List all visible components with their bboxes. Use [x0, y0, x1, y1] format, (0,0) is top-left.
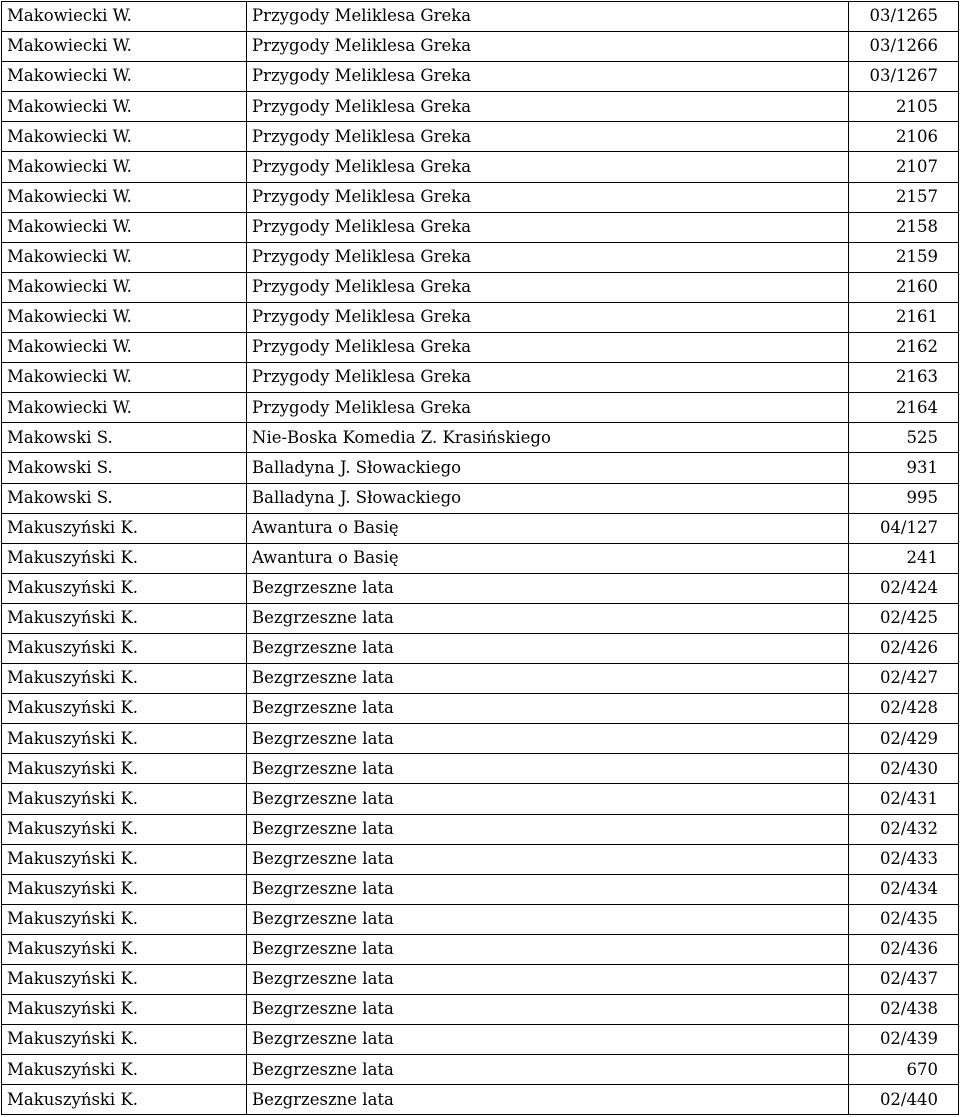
- table-row: [2, 62, 959, 92]
- title-cell: Bezgrzeszne lata: [247, 603, 849, 633]
- title-cell: Przygody Meliklesa Greka: [247, 152, 849, 182]
- title-cell: Bezgrzeszne lata: [247, 965, 849, 995]
- title-cell: Bezgrzeszne lata: [247, 633, 849, 663]
- title-cell: Przygody Meliklesa Greka: [247, 333, 849, 363]
- author-cell: Makowiecki W.: [2, 363, 247, 393]
- author-cell: Makuszyński K.: [2, 513, 247, 543]
- author-cell: Makuszyński K.: [2, 995, 247, 1025]
- table-row: [2, 1055, 959, 1085]
- signature-cell: 2159: [849, 242, 959, 272]
- table-row: [2, 573, 959, 603]
- table-row: [2, 965, 959, 995]
- table-row: [2, 934, 959, 964]
- author-cell: Makowiecki W.: [2, 92, 247, 122]
- author-cell: Makuszyński K.: [2, 1025, 247, 1055]
- table-row: [2, 2, 959, 32]
- table-row: [2, 874, 959, 904]
- signature-cell: 02/424: [849, 573, 959, 603]
- signature-cell: 2107: [849, 152, 959, 182]
- author-cell: Makowiecki W.: [2, 32, 247, 62]
- table-row: [2, 32, 959, 62]
- author-cell: Makuszyński K.: [2, 1055, 247, 1085]
- catalog-body: [2, 2, 959, 1115]
- signature-cell: 02/425: [849, 603, 959, 633]
- table-row: [2, 182, 959, 212]
- table-row: [2, 754, 959, 784]
- author-cell: Makuszyński K.: [2, 904, 247, 934]
- signature-cell: 02/433: [849, 844, 959, 874]
- title-cell: Przygody Meliklesa Greka: [247, 272, 849, 302]
- table-row: [2, 784, 959, 814]
- table-row: [2, 423, 959, 453]
- table-row: [2, 152, 959, 182]
- title-cell: Awantura o Basię: [247, 543, 849, 573]
- signature-cell: 2105: [849, 92, 959, 122]
- signature-cell: 02/428: [849, 694, 959, 724]
- title-cell: Przygody Meliklesa Greka: [247, 2, 849, 32]
- table-row: [2, 92, 959, 122]
- signature-cell: 04/127: [849, 513, 959, 543]
- signature-cell: 02/436: [849, 934, 959, 964]
- author-cell: Makowiecki W.: [2, 2, 247, 32]
- title-cell: Bezgrzeszne lata: [247, 754, 849, 784]
- signature-cell: 02/439: [849, 1025, 959, 1055]
- signature-cell: 241: [849, 543, 959, 573]
- table-row: [2, 363, 959, 393]
- title-cell: Bezgrzeszne lata: [247, 1055, 849, 1085]
- signature-cell: 02/426: [849, 633, 959, 663]
- table-row: [2, 242, 959, 272]
- table-row: [2, 453, 959, 483]
- table-row: [2, 302, 959, 332]
- title-cell: Bezgrzeszne lata: [247, 694, 849, 724]
- author-cell: Makuszyński K.: [2, 724, 247, 754]
- table-row: [2, 333, 959, 363]
- author-cell: Makuszyński K.: [2, 603, 247, 633]
- author-cell: Makuszyński K.: [2, 934, 247, 964]
- title-cell: Bezgrzeszne lata: [247, 874, 849, 904]
- table-row: [2, 633, 959, 663]
- author-cell: Makowiecki W.: [2, 212, 247, 242]
- author-cell: Makuszyński K.: [2, 965, 247, 995]
- table-row: [2, 272, 959, 302]
- title-cell: Balladyna J. Słowackiego: [247, 483, 849, 513]
- signature-cell: 02/429: [849, 724, 959, 754]
- title-cell: Bezgrzeszne lata: [247, 934, 849, 964]
- signature-cell: 2163: [849, 363, 959, 393]
- title-cell: Przygody Meliklesa Greka: [247, 212, 849, 242]
- table-row: [2, 664, 959, 694]
- signature-cell: 03/1266: [849, 32, 959, 62]
- title-cell: Nie-Boska Komedia Z. Krasińskiego: [247, 423, 849, 453]
- signature-cell: 02/430: [849, 754, 959, 784]
- signature-cell: 02/438: [849, 995, 959, 1025]
- author-cell: Makuszyński K.: [2, 784, 247, 814]
- author-cell: Makowiecki W.: [2, 122, 247, 152]
- table-row: [2, 212, 959, 242]
- title-cell: Przygody Meliklesa Greka: [247, 242, 849, 272]
- title-cell: Bezgrzeszne lata: [247, 664, 849, 694]
- author-cell: Makowski S.: [2, 483, 247, 513]
- table-row: [2, 904, 959, 934]
- table-row: [2, 724, 959, 754]
- author-cell: Makowski S.: [2, 423, 247, 453]
- table-row: [2, 694, 959, 724]
- title-cell: Bezgrzeszne lata: [247, 995, 849, 1025]
- title-cell: Przygody Meliklesa Greka: [247, 32, 849, 62]
- signature-cell: 02/431: [849, 784, 959, 814]
- table-row: [2, 1025, 959, 1055]
- title-cell: Bezgrzeszne lata: [247, 1025, 849, 1055]
- table-row: [2, 513, 959, 543]
- title-cell: Przygody Meliklesa Greka: [247, 62, 849, 92]
- title-cell: Przygody Meliklesa Greka: [247, 302, 849, 332]
- title-cell: Bezgrzeszne lata: [247, 904, 849, 934]
- table-row: [2, 122, 959, 152]
- title-cell: Balladyna J. Słowackiego: [247, 453, 849, 483]
- title-cell: Awantura o Basię: [247, 513, 849, 543]
- signature-cell: 2106: [849, 122, 959, 152]
- author-cell: Makowiecki W.: [2, 393, 247, 423]
- title-cell: Przygody Meliklesa Greka: [247, 182, 849, 212]
- author-cell: Makuszyński K.: [2, 573, 247, 603]
- table-row: [2, 844, 959, 874]
- title-cell: Przygody Meliklesa Greka: [247, 363, 849, 393]
- author-cell: Makuszyński K.: [2, 1085, 247, 1115]
- table-row: [2, 603, 959, 633]
- signature-cell: 02/432: [849, 814, 959, 844]
- table-row: [2, 393, 959, 423]
- signature-cell: 2162: [849, 333, 959, 363]
- author-cell: Makowiecki W.: [2, 62, 247, 92]
- title-cell: Przygody Meliklesa Greka: [247, 92, 849, 122]
- signature-cell: 2161: [849, 302, 959, 332]
- signature-cell: 931: [849, 453, 959, 483]
- title-cell: Bezgrzeszne lata: [247, 573, 849, 603]
- author-cell: Makuszyński K.: [2, 874, 247, 904]
- title-cell: Bezgrzeszne lata: [247, 784, 849, 814]
- table-row: [2, 543, 959, 573]
- signature-cell: 02/427: [849, 664, 959, 694]
- signature-cell: 02/435: [849, 904, 959, 934]
- author-cell: Makuszyński K.: [2, 543, 247, 573]
- author-cell: Makowiecki W.: [2, 182, 247, 212]
- author-cell: Makuszyński K.: [2, 814, 247, 844]
- author-cell: Makuszyński K.: [2, 844, 247, 874]
- table-row: [2, 1085, 959, 1115]
- signature-cell: 995: [849, 483, 959, 513]
- author-cell: Makuszyński K.: [2, 664, 247, 694]
- author-cell: Makowiecki W.: [2, 152, 247, 182]
- signature-cell: 525: [849, 423, 959, 453]
- author-cell: Makowski S.: [2, 453, 247, 483]
- title-cell: Przygody Meliklesa Greka: [247, 122, 849, 152]
- signature-cell: 02/440: [849, 1085, 959, 1115]
- signature-cell: 2164: [849, 393, 959, 423]
- title-cell: Bezgrzeszne lata: [247, 724, 849, 754]
- title-cell: Bezgrzeszne lata: [247, 844, 849, 874]
- signature-cell: 2158: [849, 212, 959, 242]
- signature-cell: 02/434: [849, 874, 959, 904]
- catalog-table: [1, 1, 959, 1115]
- author-cell: Makowiecki W.: [2, 302, 247, 332]
- table-row: [2, 483, 959, 513]
- title-cell: Bezgrzeszne lata: [247, 814, 849, 844]
- author-cell: Makuszyński K.: [2, 694, 247, 724]
- signature-cell: 2157: [849, 182, 959, 212]
- signature-cell: 670: [849, 1055, 959, 1085]
- author-cell: Makuszyński K.: [2, 633, 247, 663]
- author-cell: Makowiecki W.: [2, 333, 247, 363]
- title-cell: Bezgrzeszne lata: [247, 1085, 849, 1115]
- author-cell: Makowiecki W.: [2, 272, 247, 302]
- table-row: [2, 995, 959, 1025]
- signature-cell: 03/1267: [849, 62, 959, 92]
- author-cell: Makowiecki W.: [2, 242, 247, 272]
- signature-cell: 2160: [849, 272, 959, 302]
- table-row: [2, 814, 959, 844]
- author-cell: Makuszyński K.: [2, 754, 247, 784]
- signature-cell: 02/437: [849, 965, 959, 995]
- title-cell: Przygody Meliklesa Greka: [247, 393, 849, 423]
- signature-cell: 03/1265: [849, 2, 959, 32]
